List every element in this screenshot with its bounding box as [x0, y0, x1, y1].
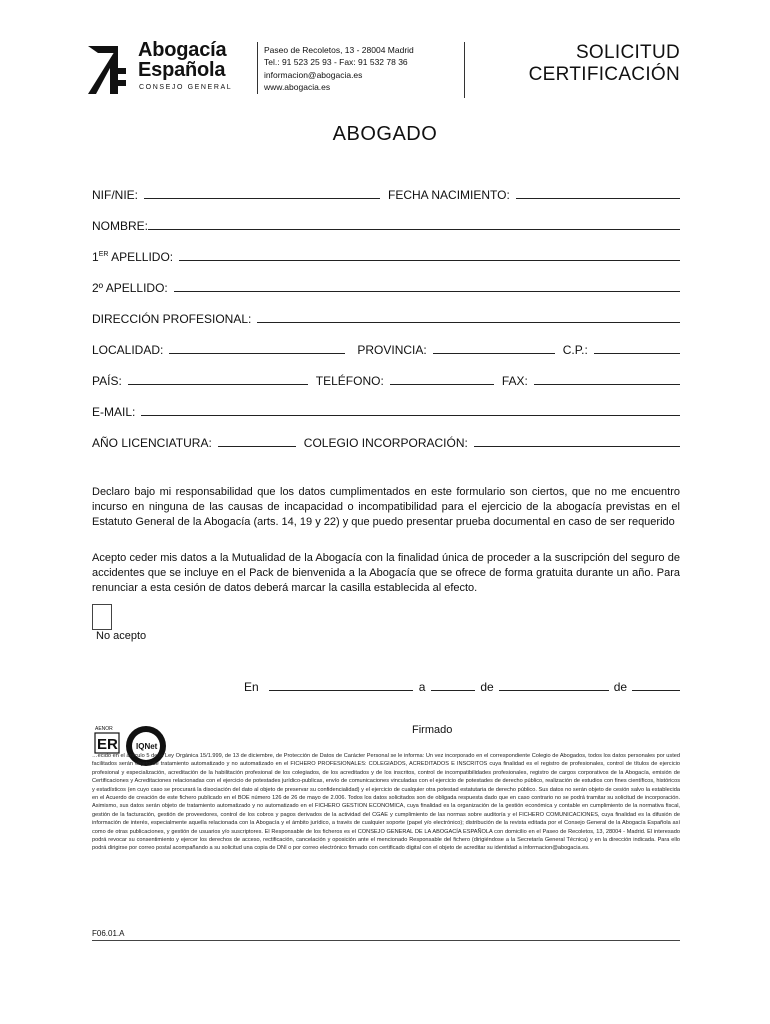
- lugar-field[interactable]: [269, 678, 413, 691]
- row-localidad: [92, 337, 680, 357]
- nombre-field[interactable]: [148, 215, 680, 230]
- nif-label: NIF/NIE:: [92, 188, 139, 202]
- row-apellido1: [92, 244, 680, 264]
- svg-text:IQNet: IQNet: [136, 742, 158, 751]
- telefono-label: TELÉFONO:: [315, 374, 384, 388]
- declaration-text: Declaro bajo mi responsabilidad que los datos cumplimentados en este formulario son ciertos, que no me encuentro incurso en ninguna de las causas de incapacidad o incompatibilidad para el ejercicio de la abogacía previstas en el Estatuto General de la Abogacía (arts. 14, 19 y 22) y que puedo presentar prueba documental en caso de ser requerido: [92, 486, 680, 529]
- pais-label: PAÍS:: [92, 374, 122, 388]
- nombre-label: NOMBRE:: [92, 219, 149, 233]
- localidad-label: LOCALIDAD:: [92, 343, 164, 357]
- header-divider-right: [464, 42, 465, 98]
- nif-field[interactable]: [144, 184, 380, 199]
- apellido1-field[interactable]: [179, 246, 680, 261]
- contact-block: [264, 44, 414, 94]
- direccion-label: DIRECCIÓN PROFESIONAL:: [92, 312, 252, 326]
- apellido2-label: 2º APELLIDO:: [92, 281, 168, 295]
- no-acepto-label: No acepto: [96, 630, 147, 642]
- logo-text-consejo: CONSEJO GENERAL: [139, 84, 233, 91]
- consent-text: Acepto ceder mis datos a la Mutualidad de la Abogacía con la finalidad única de proceder a la suscripción del seguro de accidentes que se incluye en el Pack de bienvenida a la Abogacía que se ofrece de forma gratuita durante un año. Para renunciar a esta cesión de datos deberá marcar la casilla establecida al efecto.: [92, 552, 680, 595]
- row-direccion: [92, 306, 680, 326]
- pais-field[interactable]: [128, 370, 308, 385]
- direccion-field[interactable]: [257, 308, 680, 323]
- row-email: [92, 399, 680, 419]
- abogacia-logo-icon: [88, 42, 128, 94]
- ano-licenciatura-label: AÑO LICENCIATURA:: [92, 436, 212, 450]
- colegio-label: COLEGIO INCORPORACIÓN:: [303, 436, 468, 450]
- telefono-field[interactable]: [390, 370, 494, 385]
- email-label: E-MAIL:: [92, 405, 136, 419]
- provincia-label: PROVINCIA:: [357, 343, 427, 357]
- firmado-label: Firmado: [412, 724, 453, 736]
- doc-title-certificacion: CERTIFICACIÓN: [528, 64, 680, 85]
- fecha-nacimiento-label: FECHA NACIMIENTO:: [388, 188, 510, 202]
- a-label: a: [418, 680, 426, 694]
- colegio-field[interactable]: [474, 432, 680, 447]
- localidad-field[interactable]: [169, 339, 345, 354]
- footer-divider: [92, 940, 680, 941]
- row-pais: [92, 368, 680, 388]
- signature-date-row: [244, 676, 680, 694]
- provincia-field[interactable]: [433, 339, 555, 354]
- apellido2-field[interactable]: [174, 277, 680, 292]
- cp-label: C.P.:: [562, 343, 588, 357]
- header-divider-left: [257, 42, 258, 94]
- contact-address: Paseo de Recoletos, 13 - 28004 Madrid: [264, 45, 414, 55]
- aenor-er-badge-icon: [95, 726, 119, 753]
- fecha-nacimiento-field[interactable]: [516, 184, 680, 199]
- fax-label: FAX:: [501, 374, 528, 388]
- form-code: F06.01.A: [92, 929, 125, 938]
- contact-email: informacion@abogacia.es: [264, 69, 363, 80]
- no-acepto-checkbox[interactable]: [92, 604, 112, 630]
- de-label-1: de: [480, 680, 494, 694]
- cp-field[interactable]: [594, 339, 680, 354]
- svg-text:ER: ER: [97, 736, 118, 753]
- contact-phone-fax: Tel.: 91 523 25 93 - Fax: 91 532 78 36: [264, 57, 408, 68]
- fax-field[interactable]: [534, 370, 680, 385]
- de-label-2: de: [613, 680, 628, 694]
- row-nif-fecha: [92, 182, 680, 202]
- row-nombre: [92, 213, 680, 233]
- ano-field[interactable]: [632, 678, 680, 691]
- dia-field[interactable]: [431, 678, 475, 691]
- logo-text-espanola: Española: [138, 59, 226, 81]
- email-field[interactable]: [141, 401, 680, 416]
- doc-title-solicitud: SOLICITUD: [575, 42, 680, 63]
- row-apellido2: [92, 275, 680, 295]
- logo-text-abogacia: Abogacía: [138, 39, 227, 61]
- form-title: ABOGADO: [332, 123, 438, 145]
- legal-notice: …ecido en el artículo 5 de la Ley Orgánica 15/1.999, de 13 de diciembre, de Protección de Datos de Carácter Personal se le informa: Un vez incorporado en el correspondiente Colegio de Abogados, todos los datos personales por usted facilitados serán objeto de tratamiento automatizado y no automatizado en el FICHERO PROFESIONALES: COLEGIADOS, ACREDITADOS E INSCRITOS cuya finalidad es el registro de profesionales, control de títulos de ejercicio profesional y especialización, acreditación de la habilitación profesional de los colegiados, de los acreditados y de los inscritos, control de incompatibilidades profesionales, registro de cargos corporativos de la Abogacía, emisión de Certificaciones y Acreditaciones relacionadas con el ejercicio de potestades jurídico-publicas, envío de comunicaciones vinculadas con el ejercicio de potestades de derecho público, realización de estudios con fines científicos, históricos y estadísticos (en cuyo caso se procurará la disociación del dato al objeto de preservar su confidencialidad) y el ejercicio de cualquier otra potestad estatutaria de derecho público. Sus datos no serán objeto de cesión salvo la establecida en el Acuerdo de creación de este fichero publicado en el BOE número 126 de 26 de mayo de 2.006. Todos los datos solicitados son de obligada respuesta dado que en caso contrario no se podrá tramitar su solicitud de incorporación. Asimismo, sus datos serán objeto de tratamiento automatizado y no automatizado en el FICHERO GESTION ECONOMICA, cuya finalidad es la organización de la gestión económica y contable en cumplimiento de la normativa fiscal, gestión de la facturación, gestión de proveedores, control de los cobros y pagos derivados de la actividad del CGAE y cumplimiento de las normas sobre auditoría y el FICHERO COMUNICACIONES, cuya finalidad es la difusión de información de interés, especialmente aquella relacionada con la Abogacía y el ámbito jurídico, a través de cualquier soporte (papel y/o electrónico); distribución de la revista editada por el Consejo General de la Abogacía Española así como de otras publicaciones, y gestión de usuarios y/o suscriptores. El Responsable de los ficheros es el CONSEJO GENERAL DE LA ABOGACÍA ESPAÑOLA con domicilio en el Paseo de Recoletos, 13, 28004 - Madrid. El interesado podrá revocar su consentimiento y ejercer los derechos de acceso, rectificación, cancelación y oposición ante el mencionado Responsable del fichero (dirigiéndose a la Secretaría General Técnica) y en la dirección indicada. Para ello podrá dirigirse por correo postal acompañando a su solicitud una copia de DNI o por correo electrónico firmado con certificado digital con el objeto de acreditar su identidad a informacion@abogacia.es.: [92, 753, 680, 852]
- contact-web: www.abogacia.es: [264, 82, 331, 93]
- row-licenciatura: [92, 430, 680, 450]
- mes-field[interactable]: [499, 678, 609, 691]
- ano-licenciatura-field[interactable]: [218, 432, 296, 447]
- en-label: En: [244, 680, 259, 694]
- svg-text:AENOR: AENOR: [95, 726, 113, 732]
- apellido1-label: 1ER APELLIDO:: [92, 250, 174, 264]
